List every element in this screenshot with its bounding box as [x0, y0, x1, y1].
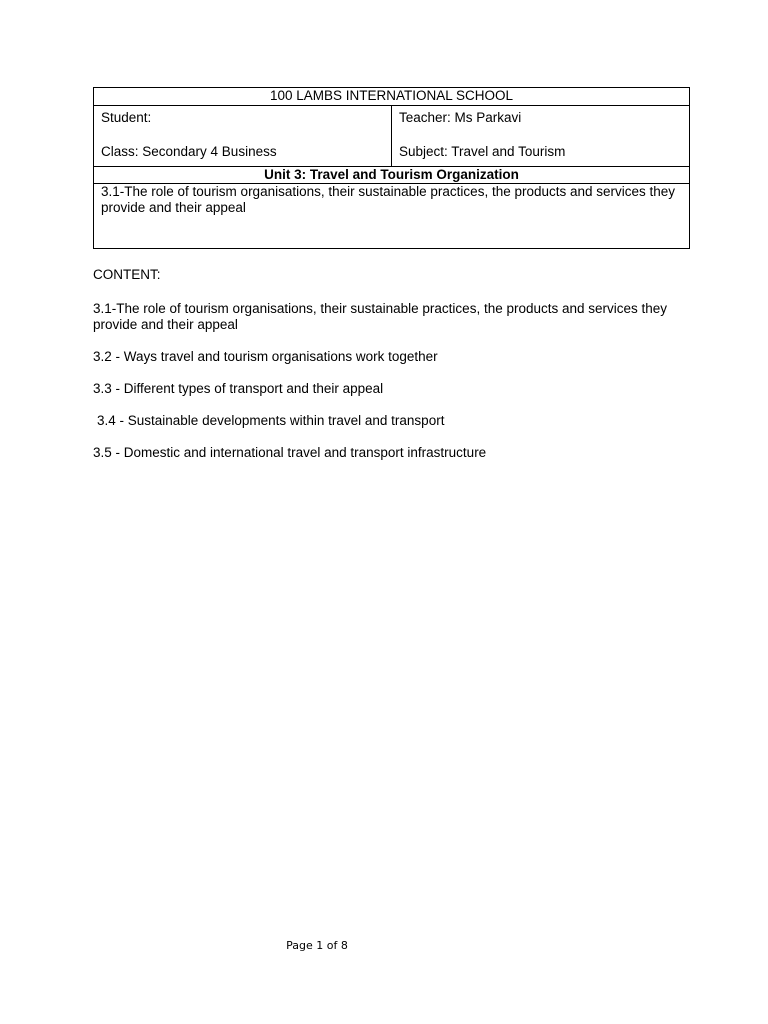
student-label: Student: [101, 110, 152, 125]
header-table [93, 87, 690, 249]
content-item: 3.2 - Ways travel and tourism organisations work together [93, 349, 438, 364]
content-item: 3.3 - Different types of transport and their appeal [93, 381, 384, 396]
content-item: 3.5 - Domestic and international travel and transport infrastructure [93, 445, 487, 460]
content-section [93, 267, 693, 477]
topic-text: 3.1-The role of tourism organisations, their sustainable practices, the products and services they provide and their appeal [101, 184, 676, 215]
topic-cell [94, 184, 690, 249]
school-name: 100 LAMBS INTERNATIONAL SCHOOL [94, 88, 690, 106]
teacher-label: Teacher: Ms Parkavi [399, 110, 522, 125]
teacher-subject-cell [392, 106, 690, 167]
page-number: Page 1 of 8 [286, 939, 348, 952]
subject-label: Subject: Travel and Tourism [399, 144, 566, 159]
content-item: 3.1-The role of tourism organisations, their sustainable practices, the products and services they provide and their appeal [93, 301, 668, 332]
unit-title: Unit 3: Travel and Tourism Organization [94, 167, 690, 184]
student-class-cell [94, 106, 392, 167]
content-heading: CONTENT: [93, 267, 161, 282]
class-label: Class: Secondary 4 Business [101, 144, 277, 159]
content-item: 3.4 - Sustainable developments within travel and transport [97, 413, 445, 428]
